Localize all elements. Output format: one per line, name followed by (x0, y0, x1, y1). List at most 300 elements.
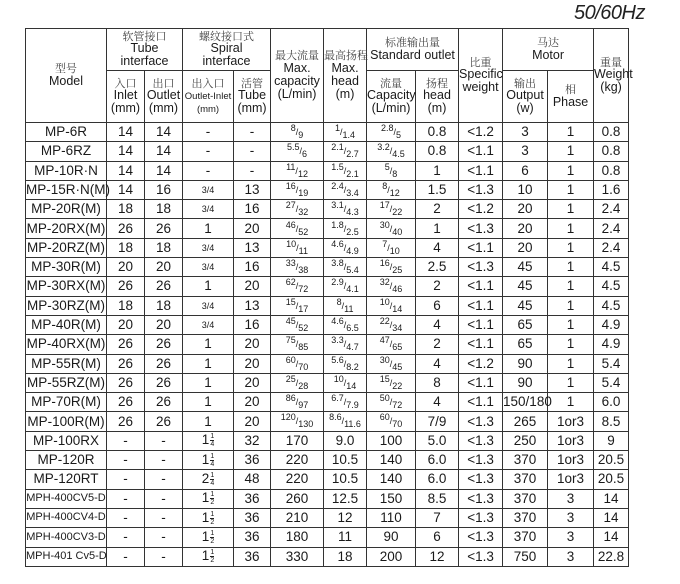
cell-weight: 20.5 (594, 470, 629, 489)
cell-specific-weight: <1.3 (459, 528, 503, 547)
cell-motor-phase: 1 (548, 277, 594, 296)
cell-weight: 0.8 (594, 161, 629, 180)
cell-motor-phase: 3 (548, 528, 594, 547)
cell-model: MP-6R (26, 123, 107, 142)
cell-motor-output: 10 (503, 180, 548, 199)
cell-spiral-tube: 36 (234, 547, 271, 566)
cell-std-head: 0.8 (416, 142, 459, 161)
cell-spiral-outlet-inlet: - (183, 142, 234, 161)
cell-motor-phase: 1or3 (548, 431, 594, 450)
cell-max-capacity: $^{5.5}/_6$ (271, 142, 324, 161)
cell-spiral-outlet-inlet: 1 (183, 393, 234, 412)
cell-specific-weight: <1.3 (459, 470, 503, 489)
cell-model: MP-6RZ (26, 142, 107, 161)
cell-spiral-outlet-inlet: 1 $\frac{1}{2}$ (183, 528, 234, 547)
cell-std-capacity: 90 (367, 528, 416, 547)
cell-max-capacity: $^{60}/_{70}$ (271, 354, 324, 373)
cell-motor-output: 370 (503, 489, 548, 508)
cell-tube-outlet: - (145, 431, 183, 450)
cell-specific-weight: <1.1 (459, 296, 503, 315)
cell-motor-output: 20 (503, 219, 548, 238)
cell-specific-weight: <1.1 (459, 315, 503, 334)
cell-max-head: 11 (324, 528, 367, 547)
cell-max-head: 9.0 (324, 431, 367, 450)
cell-std-head: 2.5 (416, 258, 459, 277)
cell-motor-phase: 1or3 (548, 470, 594, 489)
cell-spiral-outlet-inlet: 1 $\frac{1}{2}$ (183, 508, 234, 527)
cell-spiral-tube: 20 (234, 412, 271, 431)
cell-max-head: 12.5 (324, 489, 367, 508)
cell-model: MP-40R(M) (26, 315, 107, 334)
cell-spiral-tube: 36 (234, 489, 271, 508)
cell-specific-weight: <1.1 (459, 335, 503, 354)
cell-max-capacity: $^{45}/_{52}$ (271, 315, 324, 334)
cell-tube-outlet: 26 (145, 277, 183, 296)
cell-motor-output: 370 (503, 470, 548, 489)
header-std-head: 扬程 head (m) (416, 71, 459, 123)
cell-motor-phase: 1 (548, 123, 594, 142)
cell-tube-inlet: 20 (107, 258, 145, 277)
cell-spiral-tube: 20 (234, 335, 271, 354)
cell-tube-inlet: 26 (107, 373, 145, 392)
table-row (26, 451, 678, 470)
cell-motor-phase: 1 (548, 354, 594, 373)
cell-weight: 2.4 (594, 238, 629, 257)
header-motor-phase: 相 Phase (548, 71, 594, 123)
table-row (26, 219, 678, 238)
cell-max-capacity: $^{120}/_{130}$ (271, 412, 324, 431)
table-row (26, 180, 678, 199)
table-row (26, 393, 678, 412)
cell-motor-output: 265 (503, 412, 548, 431)
cell-tube-inlet: 26 (107, 335, 145, 354)
cell-model: MP-20RZ(M) (26, 238, 107, 257)
cell-max-head: $^{4.6}/_{4.9}$ (324, 238, 367, 257)
cell-max-head: $^{2.1}/_{2.7}$ (324, 142, 367, 161)
cell-max-head: $^{1.5}/_{2.1}$ (324, 161, 367, 180)
cell-motor-output: 150/180 (503, 393, 548, 412)
cell-tube-inlet: 20 (107, 315, 145, 334)
cell-tube-outlet: 18 (145, 200, 183, 219)
cell-std-head: 5.0 (416, 431, 459, 450)
cell-std-capacity: $^{16}/_{25}$ (367, 258, 416, 277)
table-row (26, 528, 678, 547)
cell-motor-phase: 1 (548, 219, 594, 238)
cell-spiral-outlet-inlet: 1 (183, 219, 234, 238)
cell-tube-outlet: 14 (145, 142, 183, 161)
cell-spiral-outlet-inlet: 2 $\frac{1}{4}$ (183, 470, 234, 489)
cell-std-head: 8.5 (416, 489, 459, 508)
cell-tube-outlet: 20 (145, 315, 183, 334)
cell-weight: 0.8 (594, 123, 629, 142)
cell-spiral-tube: 20 (234, 277, 271, 296)
cell-spiral-tube: 20 (234, 354, 271, 373)
table-row (26, 335, 678, 354)
header-motor-output: 输出 Output (w) (503, 71, 548, 123)
cell-max-head: $^{3.1}/_{4.3}$ (324, 200, 367, 219)
cell-spiral-outlet-inlet: 1 $\frac{1}{4}$ (183, 451, 234, 470)
cell-tube-inlet: - (107, 528, 145, 547)
cell-tube-outlet: 14 (145, 161, 183, 180)
cell-motor-output: 65 (503, 315, 548, 334)
cell-model: MP-30RZ(M) (26, 296, 107, 315)
cell-motor-phase: 1 (548, 238, 594, 257)
cell-motor-output: 45 (503, 258, 548, 277)
cell-specific-weight: <1.2 (459, 200, 503, 219)
cell-max-capacity: 170 (271, 431, 324, 450)
cell-motor-output: 3 (503, 142, 548, 161)
cell-spiral-outlet-inlet: 3/4 (183, 238, 234, 257)
cell-spiral-tube: - (234, 161, 271, 180)
cell-tube-inlet: 26 (107, 412, 145, 431)
header-specific-weight: 比重 Specific weight (459, 29, 503, 123)
cell-tube-inlet: 26 (107, 277, 145, 296)
cell-max-head: $^1/_{1.4}$ (324, 123, 367, 142)
cell-max-capacity: 180 (271, 528, 324, 547)
cell-tube-inlet: 26 (107, 393, 145, 412)
cell-max-capacity: 260 (271, 489, 324, 508)
cell-max-head: 10.5 (324, 470, 367, 489)
cell-tube-outlet: - (145, 528, 183, 547)
cell-spiral-outlet-inlet: 1 (183, 373, 234, 392)
cell-weight: 0.8 (594, 142, 629, 161)
cell-max-capacity: $^{86}/_{97}$ (271, 393, 324, 412)
cell-max-capacity: $^{46}/_{52}$ (271, 219, 324, 238)
header-max-head: 最高扬程 Max. head (m) (324, 29, 367, 123)
cell-model: MP-40RX(M) (26, 335, 107, 354)
cell-std-head: 2 (416, 277, 459, 296)
cell-specific-weight: <1.2 (459, 123, 503, 142)
cell-spiral-outlet-inlet: - (183, 123, 234, 142)
cell-weight: 8.5 (594, 412, 629, 431)
cell-specific-weight: <1.1 (459, 373, 503, 392)
cell-tube-inlet: - (107, 547, 145, 566)
cell-spiral-outlet-inlet: 3/4 (183, 180, 234, 199)
table-row (26, 258, 678, 277)
cell-weight: 9 (594, 431, 629, 450)
cell-model: MP-20R(M) (26, 200, 107, 219)
cell-spiral-outlet-inlet: 3/4 (183, 258, 234, 277)
table-row (26, 296, 678, 315)
cell-motor-output: 45 (503, 296, 548, 315)
cell-weight: 4.5 (594, 277, 629, 296)
cell-std-capacity: 150 (367, 489, 416, 508)
cell-model: MP-100R(M) (26, 412, 107, 431)
header-spiral-tube: 活管 Tube (mm) (234, 71, 271, 123)
cell-std-head: 6 (416, 296, 459, 315)
cell-max-head: $^{3.3}/_{4.7}$ (324, 335, 367, 354)
cell-weight: 2.4 (594, 200, 629, 219)
cell-spiral-tube: 20 (234, 219, 271, 238)
cell-tube-outlet: - (145, 470, 183, 489)
table-row (26, 412, 678, 431)
cell-tube-outlet: 26 (145, 373, 183, 392)
cell-weight: 4.5 (594, 296, 629, 315)
cell-max-capacity: 220 (271, 451, 324, 470)
cell-motor-output: 370 (503, 451, 548, 470)
cell-max-capacity: $^{10}/_{11}$ (271, 238, 324, 257)
table-row (26, 354, 678, 373)
cell-std-head: 6.0 (416, 470, 459, 489)
cell-std-head: 4 (416, 238, 459, 257)
cell-model: MP-70R(M) (26, 393, 107, 412)
cell-max-head: $^{3.8}/_{5.4}$ (324, 258, 367, 277)
cell-model: MPH-400CV3-D (26, 528, 107, 547)
cell-tube-inlet: - (107, 489, 145, 508)
cell-std-capacity: 140 (367, 451, 416, 470)
cell-std-capacity: $^{2.8}/_5$ (367, 123, 416, 142)
cell-max-capacity: $^{11}/_{12}$ (271, 161, 324, 180)
cell-std-head: 7/9 (416, 412, 459, 431)
cell-tube-inlet: 14 (107, 180, 145, 199)
cell-tube-inlet: - (107, 508, 145, 527)
cell-spiral-outlet-inlet: 1 (183, 412, 234, 431)
cell-spiral-outlet-inlet: 1 $\frac{1}{4}$ (183, 431, 234, 450)
cell-weight: 14 (594, 489, 629, 508)
cell-motor-output: 750 (503, 547, 548, 566)
table-row (26, 547, 678, 566)
cell-max-capacity: $^8/_9$ (271, 123, 324, 142)
cell-std-capacity: $^{32}/_{46}$ (367, 277, 416, 296)
cell-spiral-tube: 13 (234, 296, 271, 315)
cell-spiral-outlet-inlet: 3/4 (183, 296, 234, 315)
cell-motor-phase: 1 (548, 258, 594, 277)
cell-std-head: 2 (416, 335, 459, 354)
cell-spiral-tube: 20 (234, 393, 271, 412)
cell-max-head: $^{6.7}/_{7.9}$ (324, 393, 367, 412)
cell-specific-weight: <1.1 (459, 277, 503, 296)
cell-std-head: 4 (416, 315, 459, 334)
cell-std-head: 4 (416, 354, 459, 373)
cell-max-head: 12 (324, 508, 367, 527)
cell-motor-output: 45 (503, 277, 548, 296)
cell-motor-output: 250 (503, 431, 548, 450)
cell-spiral-outlet-inlet: 1 (183, 277, 234, 296)
cell-motor-phase: 3 (548, 547, 594, 566)
cell-spiral-outlet-inlet: 1 $\frac{1}{2}$ (183, 489, 234, 508)
table-row (26, 489, 678, 508)
cell-specific-weight: <1.3 (459, 431, 503, 450)
cell-model: MP-55R(M) (26, 354, 107, 373)
cell-weight: 5.4 (594, 354, 629, 373)
cell-motor-phase: 1 (548, 315, 594, 334)
header-weight: 重量 Weight (kg) (594, 29, 629, 123)
cell-tube-outlet: 18 (145, 296, 183, 315)
cell-motor-phase: 1or3 (548, 451, 594, 470)
cell-std-head: 1 (416, 219, 459, 238)
cell-spiral-tube: 20 (234, 373, 271, 392)
cell-model: MPH-400CV5-D (26, 489, 107, 508)
cell-std-capacity: $^{47}/_{65}$ (367, 335, 416, 354)
cell-specific-weight: <1.3 (459, 489, 503, 508)
cell-specific-weight: <1.1 (459, 142, 503, 161)
cell-motor-output: 3 (503, 123, 548, 142)
cell-motor-output: 65 (503, 335, 548, 354)
cell-tube-outlet: 26 (145, 354, 183, 373)
cell-specific-weight: <1.3 (459, 258, 503, 277)
cell-std-head: 1.5 (416, 180, 459, 199)
cell-max-head: $^{8.6}/_{11.6}$ (324, 412, 367, 431)
cell-max-head: $^8/_{11}$ (324, 296, 367, 315)
cell-tube-inlet: 18 (107, 296, 145, 315)
cell-tube-outlet: - (145, 508, 183, 527)
cell-std-capacity: 110 (367, 508, 416, 527)
cell-tube-inlet: 14 (107, 161, 145, 180)
cell-spiral-tube: 16 (234, 200, 271, 219)
cell-weight: 4.5 (594, 258, 629, 277)
cell-max-head: 10.5 (324, 451, 367, 470)
cell-motor-output: 6 (503, 161, 548, 180)
cell-std-capacity: $^{30}/_{45}$ (367, 354, 416, 373)
cell-tube-inlet: 18 (107, 200, 145, 219)
cell-max-capacity: $^{75}/_{85}$ (271, 335, 324, 354)
header-motor: 马达 Motor (503, 29, 594, 71)
cell-weight: 14 (594, 528, 629, 547)
cell-tube-inlet: 18 (107, 238, 145, 257)
cell-std-capacity: $^8/_{12}$ (367, 180, 416, 199)
table-row (26, 470, 678, 489)
cell-max-head: $^{2.4}/_{3.4}$ (324, 180, 367, 199)
cell-motor-output: 20 (503, 238, 548, 257)
frequency-label: 50/60Hz (574, 2, 645, 24)
cell-tube-inlet: - (107, 470, 145, 489)
cell-model: MP-120R (26, 451, 107, 470)
cell-std-head: 7 (416, 508, 459, 527)
header-max-capacity: 最大流量 Max. capacity (L/min) (271, 29, 324, 123)
cell-motor-phase: 1 (548, 393, 594, 412)
cell-spiral-tube: - (234, 123, 271, 142)
cell-weight: 20.5 (594, 451, 629, 470)
cell-spiral-tube: 13 (234, 180, 271, 199)
cell-tube-inlet: - (107, 431, 145, 450)
cell-specific-weight: <1.1 (459, 238, 503, 257)
table-row (26, 508, 678, 527)
cell-weight: 5.4 (594, 373, 629, 392)
cell-std-capacity: $^{60}/_{70}$ (367, 412, 416, 431)
cell-spiral-tube: 36 (234, 451, 271, 470)
cell-spiral-outlet-inlet: 1 $\frac{1}{2}$ (183, 547, 234, 566)
cell-spiral-outlet-inlet: 1 (183, 354, 234, 373)
cell-specific-weight: <1.3 (459, 508, 503, 527)
cell-tube-inlet: 14 (107, 123, 145, 142)
cell-spiral-tube: - (234, 142, 271, 161)
cell-tube-outlet: - (145, 451, 183, 470)
table-row (26, 431, 678, 450)
cell-motor-output: 20 (503, 200, 548, 219)
header-spiral-outlet-inlet: 出入口 Outlet-Inlet (mm) (183, 71, 234, 123)
cell-std-head: 1 (416, 161, 459, 180)
cell-tube-outlet: 26 (145, 393, 183, 412)
cell-motor-phase: 3 (548, 508, 594, 527)
table-row (26, 161, 678, 180)
cell-max-capacity: $^{27}/_{32}$ (271, 200, 324, 219)
cell-std-head: 12 (416, 547, 459, 566)
pump-spec-table (25, 28, 678, 567)
cell-specific-weight: <1.3 (459, 180, 503, 199)
cell-max-capacity: $^{33}/_{38}$ (271, 258, 324, 277)
cell-specific-weight: <1.2 (459, 354, 503, 373)
cell-std-capacity: $^5/_8$ (367, 161, 416, 180)
cell-spiral-tube: 16 (234, 315, 271, 334)
cell-max-capacity: 330 (271, 547, 324, 566)
cell-max-head: 18 (324, 547, 367, 566)
cell-tube-outlet: 14 (145, 123, 183, 142)
table-body (26, 123, 678, 567)
cell-motor-phase: 1 (548, 161, 594, 180)
table-row (26, 373, 678, 392)
cell-std-capacity: $^7/_{10}$ (367, 238, 416, 257)
cell-model: MP-15R·N(M) (26, 180, 107, 199)
cell-tube-inlet: 14 (107, 142, 145, 161)
cell-std-capacity: $^{17}/_{22}$ (367, 200, 416, 219)
cell-spiral-tube: 36 (234, 508, 271, 527)
header-standard-outlet: 标准输出量 Standard outlet (367, 29, 459, 71)
cell-std-capacity: $^{30}/_{40}$ (367, 219, 416, 238)
cell-max-capacity: $^{16}/_{19}$ (271, 180, 324, 199)
cell-motor-phase: 1 (548, 142, 594, 161)
cell-specific-weight: <1.3 (459, 451, 503, 470)
cell-motor-output: 90 (503, 373, 548, 392)
cell-max-head: $^{4.6}/_{6.5}$ (324, 315, 367, 334)
cell-motor-output: 370 (503, 508, 548, 527)
cell-std-capacity: $^{10}/_{14}$ (367, 296, 416, 315)
cell-model: MP-100RX (26, 431, 107, 450)
cell-tube-outlet: 26 (145, 219, 183, 238)
table-row (26, 238, 678, 257)
cell-max-head: $^{1.8}/_{2.5}$ (324, 219, 367, 238)
header-spiral-interface: 螺纹接口式 Spiral interface (183, 29, 271, 71)
table-row (26, 315, 678, 334)
cell-std-head: 6 (416, 528, 459, 547)
cell-specific-weight: <1.1 (459, 393, 503, 412)
cell-max-head: $^{10}/_{14}$ (324, 373, 367, 392)
cell-motor-output: 370 (503, 528, 548, 547)
cell-model: MP-10R·N (26, 161, 107, 180)
header-tube-interface: 软管接口 Tube interface (107, 29, 183, 71)
cell-spiral-tube: 13 (234, 238, 271, 257)
cell-max-capacity: 210 (271, 508, 324, 527)
cell-motor-output: 90 (503, 354, 548, 373)
table-row (26, 200, 678, 219)
cell-max-head: $^{5.6}/_{8.2}$ (324, 354, 367, 373)
cell-spiral-outlet-inlet: 1 (183, 335, 234, 354)
cell-weight: 2.4 (594, 219, 629, 238)
cell-spiral-tube: 36 (234, 528, 271, 547)
cell-max-capacity: $^{62}/_{72}$ (271, 277, 324, 296)
header-std-capacity: 流量 Capacity (L/min) (367, 71, 416, 123)
cell-spiral-outlet-inlet: 3/4 (183, 315, 234, 334)
cell-tube-outlet: 26 (145, 335, 183, 354)
cell-tube-inlet: - (107, 451, 145, 470)
cell-std-head: 0.8 (416, 123, 459, 142)
header-tube-outlet: 出口 Outlet (mm) (145, 71, 183, 123)
cell-weight: 6.0 (594, 393, 629, 412)
cell-model: MP-55RZ(M) (26, 373, 107, 392)
cell-weight: 14 (594, 508, 629, 527)
cell-motor-phase: 1 (548, 180, 594, 199)
cell-tube-outlet: - (145, 489, 183, 508)
cell-max-capacity: 220 (271, 470, 324, 489)
table-row (26, 142, 678, 161)
cell-specific-weight: <1.3 (459, 547, 503, 566)
cell-tube-outlet: 20 (145, 258, 183, 277)
cell-weight: 4.9 (594, 315, 629, 334)
table-row (26, 277, 678, 296)
cell-max-head: $^{2.9}/_{4.1}$ (324, 277, 367, 296)
cell-tube-outlet: 26 (145, 412, 183, 431)
cell-weight: 22.8 (594, 547, 629, 566)
cell-motor-phase: 1 (548, 296, 594, 315)
